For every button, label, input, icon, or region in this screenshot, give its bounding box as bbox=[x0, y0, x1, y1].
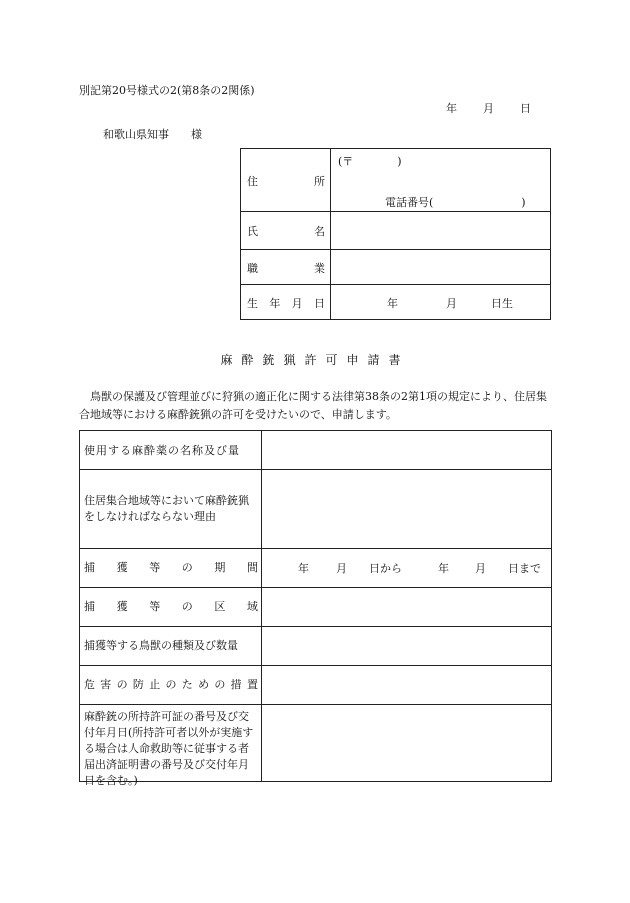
birth-year: 年 bbox=[387, 297, 398, 310]
name-label: 氏 名 bbox=[247, 225, 325, 238]
period-end-day: 日まで bbox=[508, 562, 541, 575]
period-start-day: 日から bbox=[369, 562, 402, 575]
capture-area-label: 捕 獲 等 の 区 域 bbox=[84, 600, 258, 613]
occupation-label: 職 業 bbox=[247, 262, 325, 275]
capture-period-label: 捕 獲 等 の 期 間 bbox=[84, 561, 258, 574]
period-start-month: 月 bbox=[336, 562, 347, 575]
species-quantity-label: 捕獲等する鳥獣の種類及び数量 bbox=[84, 639, 238, 652]
submission-date bbox=[446, 100, 531, 116]
date-month: 月 bbox=[483, 102, 494, 115]
period-end-month: 月 bbox=[475, 562, 486, 575]
birth-day: 日生 bbox=[491, 297, 513, 310]
address-label: 住 所 bbox=[247, 175, 325, 188]
page-title: 麻酔銃猟許可申請書 bbox=[220, 353, 410, 367]
form-reference: 別記第20号様式の2(第8条の2関係) bbox=[79, 84, 255, 97]
anesthetic-label: 使用する麻酔薬の名称及び量 bbox=[84, 444, 240, 457]
application-details-table bbox=[79, 430, 552, 787]
applicant-info-box bbox=[240, 148, 551, 320]
phone-field[interactable]: 電話番号( ) bbox=[385, 196, 526, 209]
birth-month: 月 bbox=[446, 297, 457, 310]
period-end-year: 年 bbox=[438, 562, 449, 575]
name-field[interactable] bbox=[331, 212, 551, 248]
application-statement: 鳥獣の保護及び管理並びに狩猟の適正化に関する法律第38条の2第1項の規定により、住居集合地域等における麻酔銃猟の許可を受けたいので、申請します。 bbox=[79, 390, 547, 421]
occupation-field[interactable] bbox=[331, 250, 551, 283]
postal-code-field[interactable]: (〒 ) bbox=[338, 155, 402, 168]
date-day: 日 bbox=[520, 102, 531, 115]
hazard-prevention-label: 危 害 の 防 止 の た め の 措 置 bbox=[84, 678, 258, 691]
period-start-year: 年 bbox=[298, 562, 309, 575]
addressee: 和歌山県知事 様 bbox=[103, 128, 202, 141]
reason-label: 住居集合地域等において麻酔銃猟をしなければならない理由 bbox=[84, 494, 249, 523]
date-year: 年 bbox=[446, 102, 457, 115]
birthdate-label: 生 年 月 日 bbox=[247, 297, 325, 310]
permit-number-label: 麻酔銃の所持許可証の番号及び交付年月日(所持許可者以外が実施する場合は人命救助等に従事する者届出済証明書の番号及び交付年月日を含む。) bbox=[84, 710, 254, 787]
